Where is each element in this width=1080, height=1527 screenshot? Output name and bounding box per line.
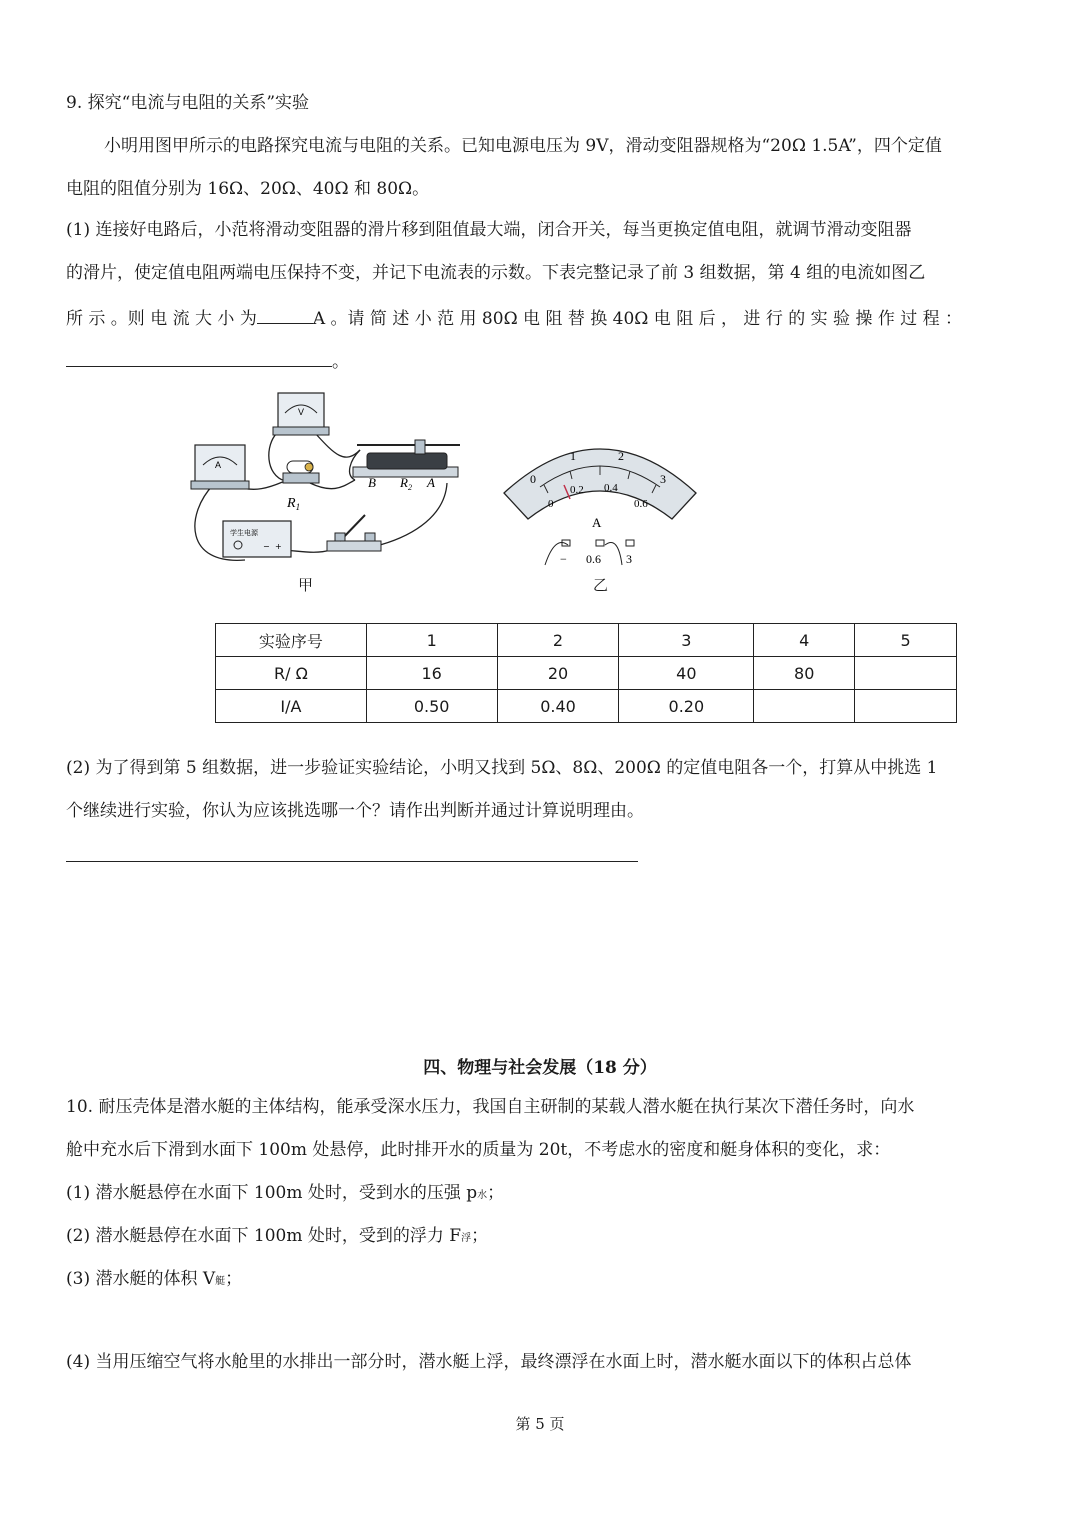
- dial-top-1: 1: [570, 449, 576, 463]
- q10-sub1-end: ；: [487, 1183, 505, 1203]
- table-row: [216, 624, 957, 657]
- rheostat-label-a: A: [427, 475, 435, 490]
- rheostat-label-b: B: [368, 475, 376, 490]
- power-supply-label: 学生电源: [230, 529, 258, 537]
- rheostat-icon: [353, 440, 460, 477]
- dial-top-3: 3: [660, 472, 666, 486]
- ammeter-label: A: [215, 460, 222, 470]
- q10-sub2-subscript: 浮: [461, 1233, 472, 1244]
- q10-sub1-subscript: 水: [477, 1190, 488, 1201]
- table-cell[interactable]: [855, 657, 957, 690]
- q9-part1-line4-end: 。: [332, 352, 349, 372]
- q10-line1: 10. 耐压壳体是潜水艇的主体结构，能承受深水压力，我国自主研制的某载人潜水艇在执行某次下潜任务时，向水: [66, 1097, 915, 1117]
- table-cell: 3: [619, 624, 754, 657]
- r1-label: $R_1$: [287, 496, 301, 512]
- current-answer-blank[interactable]: [257, 305, 313, 324]
- part2-answer-line[interactable]: [66, 861, 638, 862]
- table-cell: 20: [497, 657, 619, 690]
- q10-line2: 舱中充水后下滑到水面下 100m 处悬停，此时排开水的质量为 20t，不考虑水的密度和艇身体积的变化，求：: [66, 1140, 891, 1160]
- q9-part1-line3-b: A 。请 简 述 小 范 用 80Ω 电 阻 替 换 40Ω 电 阻 后 ， 进 行 的 实 验 操 作 过 程 ：: [312, 309, 963, 329]
- table-cell: 1: [366, 624, 497, 657]
- q9-title: 9. 探究“电流与电阻的关系”实验: [66, 93, 310, 113]
- terminal-06: 0.6: [586, 552, 601, 566]
- terminal-3: 3: [626, 552, 632, 566]
- table-cell[interactable]: [855, 690, 957, 723]
- table-cell: 0.50: [366, 690, 497, 723]
- table-cell: R/ Ω: [216, 657, 367, 690]
- section4-title: 四、物理与社会发展（18 分）: [423, 1058, 657, 1078]
- terminal-minus: −: [560, 552, 567, 566]
- table-cell: I/A: [216, 690, 367, 723]
- table-row: [216, 657, 957, 690]
- dial-bottom-1: 0.2: [570, 484, 584, 496]
- ammeter-dial: [500, 435, 700, 575]
- q9-part1-line3: [66, 305, 962, 330]
- q9-part1-line2: 的滑片，使定值电阻两端电压保持不变，并记下电流表的示数。下表完整记录了前 3 组数据，第 4 组的电流如图乙: [66, 263, 926, 283]
- table-cell: 2: [497, 624, 619, 657]
- q10-sub3-text: (3) 潜水艇的体积 V: [66, 1269, 216, 1289]
- q10-sub1: [66, 1182, 504, 1207]
- q10-sub2: [66, 1225, 488, 1250]
- table-cell: 0.40: [497, 690, 619, 723]
- rheostat-label-r2: $R_2$: [400, 475, 412, 492]
- table-cell: 实验序号: [216, 624, 367, 657]
- q10-sub3-subscript: 艇: [215, 1276, 226, 1287]
- data-table: [215, 623, 957, 723]
- q9-part1-line4: [66, 348, 349, 373]
- table-cell: 4: [754, 624, 855, 657]
- dial-bottom-0: 0: [548, 498, 554, 510]
- q10-sub2-end: ；: [471, 1226, 489, 1246]
- q10-sub1-text: (1) 潜水艇悬停在水面下 100m 处时，受到水的压强 p: [66, 1183, 478, 1203]
- dial-top-2: 2: [618, 449, 624, 463]
- resistor-r1-icon: [283, 461, 319, 483]
- q9-part1-line1: (1) 连接好电路后，小范将滑动变阻器的滑片移到阻值最大端，闭合开关，每当更换定值电阻，就调节滑动变阻器: [66, 220, 912, 240]
- q10-sub3: [66, 1268, 242, 1293]
- table-row: [216, 690, 957, 723]
- power-supply-icon: [223, 521, 291, 557]
- dial-unit: A: [592, 515, 602, 530]
- procedure-answer-blank[interactable]: [66, 348, 332, 367]
- table-cell: 40: [619, 657, 754, 690]
- power-minus: −: [263, 542, 270, 551]
- q10-sub2-text: (2) 潜水艇悬停在水面下 100m 处时，受到的浮力 F: [66, 1226, 462, 1246]
- q9-intro-line2: 电阻的阻值分别为 16Ω、20Ω、40Ω 和 80Ω。: [66, 179, 430, 199]
- q10-sub3-end: ；: [225, 1269, 243, 1289]
- q9-part2-line2: 个继续进行实验，你认为应该挑选哪一个？请作出判断并通过计算说明理由。: [66, 801, 644, 821]
- figure-yi-caption: 乙: [593, 576, 609, 594]
- table-cell: 0.20: [619, 690, 754, 723]
- dial-bottom-3: 0.6: [634, 498, 648, 510]
- table-cell: 80: [754, 657, 855, 690]
- power-plus: +: [275, 542, 282, 551]
- q9-part2-line1: (2) 为了得到第 5 组数据，进一步验证实验结论，小明又找到 5Ω、8Ω、200Ω 的定值电阻各一个，打算从中挑选 1: [66, 758, 938, 778]
- table-cell[interactable]: [754, 690, 855, 723]
- figure-jia-caption: 甲: [298, 576, 314, 594]
- voltmeter-label: V: [298, 407, 305, 417]
- dial-top-0: 0: [530, 472, 536, 486]
- dial-bottom-2: 0.4: [604, 482, 618, 494]
- table-cell: 16: [366, 657, 497, 690]
- q10-sub4: (4) 当用压缩空气将水舱里的水排出一部分时，潜水艇上浮，最终漂浮在水面上时，潜水艇水面以下的体积占总体: [66, 1352, 912, 1372]
- switch-icon: [327, 515, 381, 551]
- table-cell: 5: [855, 624, 957, 657]
- q9-part1-line3-a: 所 示 。则 电 流 大 小 为: [66, 309, 257, 329]
- q9-intro-line1: 小明用图甲所示的电路探究电流与电阻的关系。已知电源电压为 9V，滑动变阻器规格为“20Ω 1.5A”，四个定值: [104, 136, 942, 156]
- page-number: 第 5 页: [515, 1415, 565, 1433]
- circuit-diagram: [185, 385, 485, 595]
